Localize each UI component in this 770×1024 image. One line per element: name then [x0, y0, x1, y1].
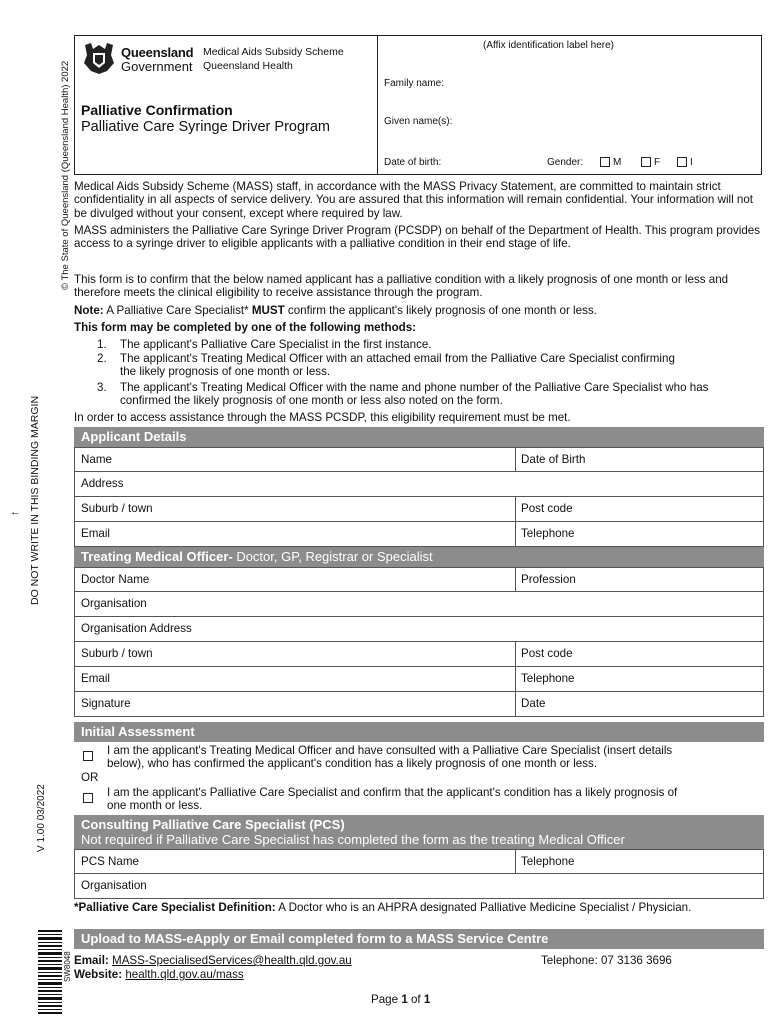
tmo-date-label: Date	[521, 697, 546, 710]
method-number: 1.	[97, 338, 107, 351]
upload-email-label: Email:	[74, 954, 109, 967]
form-code: SW8048	[63, 951, 72, 982]
assessment-opt2-checkbox[interactable]	[83, 793, 93, 803]
tmo-suburb-label: Suburb / town	[81, 647, 153, 660]
purpose-paragraph: This form is to confirm that the below named applicant has a palliative condition with a likely prognosis of one month or less and therefore meets the clinical eligibility to receive assistance through the program.	[74, 273, 729, 300]
applicant-suburb-label: Suburb / town	[81, 502, 153, 515]
note-text-b: confirm the applicant's likely prognosis of one month or less.	[284, 304, 597, 317]
column-divider	[515, 692, 516, 716]
note-must: MUST	[251, 304, 285, 317]
upload-website-line	[74, 968, 764, 981]
upload-website-link[interactable]: health.qld.gov.au/mass	[125, 968, 244, 981]
applicant-telephone-label: Telephone	[521, 527, 575, 540]
pcs-subheading: Not required if Palliative Care Specialist has completed the form as the treating Medical Officer	[81, 832, 625, 847]
assessment-section-heading: Initial Assessment	[74, 722, 764, 742]
applicant-address-label: Address	[81, 477, 124, 490]
pcs-definition	[74, 901, 734, 914]
version-text: V 1.00 03/2022	[36, 784, 47, 852]
applicant-name-row[interactable]	[74, 447, 764, 472]
gender-label: Gender:	[547, 157, 584, 168]
tmo-org-address-label: Organisation Address	[81, 622, 192, 635]
pcs-organisation-label: Organisation	[81, 879, 147, 892]
pcs-telephone-label: Telephone	[521, 855, 575, 868]
pcs-definition-text: A Doctor who is an AHPRA designated Palliative Medicine Specialist / Physician.	[275, 901, 692, 914]
pcs-definition-label: *Palliative Care Specialist Definition:	[74, 901, 276, 914]
tmo-heading-bold: Treating Medical Officer-	[81, 549, 233, 564]
page-total: 1	[423, 993, 431, 1006]
applicant-section-heading: Applicant Details	[74, 427, 764, 447]
tmo-profession-label: Profession	[521, 573, 576, 586]
pcs-name-label: PCS Name	[81, 855, 139, 868]
tmo-email-label: Email	[81, 672, 110, 685]
form-subtitle: Palliative Care Syringe Driver Program	[81, 119, 330, 135]
assessment-opt1-checkbox[interactable]	[83, 751, 93, 761]
gender-f-checkbox[interactable]	[641, 157, 651, 167]
header-left	[75, 36, 378, 174]
tmo-signature-row[interactable]	[74, 692, 764, 717]
column-divider	[515, 568, 516, 591]
assessment-or: OR	[81, 771, 99, 784]
assessment-opt1-text: I am the applicant's Treating Medical Officer and have consulted with a Palliative Care Specialist (insert details below), who has confirmed the applicant's condition has a likely prognosis of one month or less.	[107, 744, 673, 771]
affix-label: (Affix identification label here)	[483, 40, 614, 51]
scheme-name: Medical Aids Subsidy Scheme	[203, 46, 344, 58]
page-of: of	[407, 993, 424, 1006]
binding-margin-text: DO NOT WRITE IN THIS BINDING MARGIN	[29, 395, 41, 605]
gender-i-label: I	[690, 157, 693, 168]
tmo-heading-rest: Doctor, GP, Registrar or Specialist	[232, 549, 433, 564]
column-divider	[515, 497, 516, 521]
gender-m-label: M	[613, 157, 622, 168]
pcs-heading: Consulting Palliative Care Specialist (PCS)	[81, 817, 345, 832]
given-names-label[interactable]: Given name(s):	[384, 116, 453, 127]
qld-crest-icon	[81, 41, 117, 75]
dob-label[interactable]: Date of birth:	[384, 157, 442, 168]
assessment-opt2-text: I am the applicant's Palliative Care Specialist and confirm that the applicant's condition has a likely prognosis of one month or less.	[107, 786, 678, 813]
page-current: 1	[401, 993, 408, 1006]
tmo-postcode-label: Post code	[521, 647, 573, 660]
method-item: The applicant's Treating Medical Officer with the name and phone number of the Palliative Care Specialist who has confirmed the likely prognosis of one month or less also noted on the form.	[120, 381, 709, 408]
tmo-signature-label: Signature	[81, 697, 131, 710]
note-paragraph	[74, 304, 764, 317]
tmo-email-row[interactable]	[74, 667, 764, 692]
column-divider	[515, 850, 516, 873]
page-label: Page	[371, 993, 402, 1006]
applicant-address-row[interactable]	[74, 472, 764, 497]
gender-f-label: F	[654, 157, 661, 168]
copyright-notice: © The State of Queensland (Queensland Health) 2022	[60, 60, 71, 290]
privacy-paragraph: Medical Aids Subsidy Scheme (MASS) staff, in accordance with the MASS Privacy Statement, are committed to maintain strict confidentiality in all aspects of service delivery. You are assured that this information will remain confidential. Your information will not be divulged without your consent, except where required by law.	[74, 180, 754, 220]
gov-name-line2: Government	[121, 59, 193, 74]
upload-section-heading: Upload to MASS-eApply or Email completed form to a MASS Service Centre	[74, 929, 764, 949]
method-number: 2.	[97, 352, 107, 365]
pcs-name-row[interactable]	[74, 849, 764, 874]
tmo-organisation-label: Organisation	[81, 597, 147, 610]
eligibility-text: In order to access assistance through the MASS PCSDP, this eligibility requirement must be met.	[74, 411, 571, 424]
tmo-doctor-row[interactable]	[74, 567, 764, 592]
method-number: 3.	[97, 381, 107, 394]
tmo-telephone-label: Telephone	[521, 672, 575, 685]
tmo-doctor-label: Doctor Name	[81, 573, 150, 586]
column-divider	[515, 448, 516, 471]
applicant-dob-label: Date of Birth	[521, 453, 586, 466]
note-label: Note:	[74, 304, 104, 317]
column-divider	[515, 642, 516, 666]
upload-email-link[interactable]: MASS-SpecialisedServices@health.qld.gov.au	[112, 954, 352, 967]
header-box	[74, 35, 762, 175]
applicant-email-label: Email	[81, 527, 110, 540]
page-number	[371, 993, 430, 1006]
family-name-label[interactable]: Family name:	[384, 78, 445, 89]
note-text-a: A Palliative Care Specialist*	[103, 304, 252, 317]
tmo-organisation-row[interactable]	[74, 592, 764, 617]
method-item: The applicant's Treating Medical Officer with an attached email from the Palliative Care Specialist confirming the likely prognosis of one month or less.	[120, 352, 675, 379]
column-divider	[515, 522, 516, 546]
upload-telephone: Telephone: 07 3136 3696	[541, 954, 672, 967]
pcs-organisation-row[interactable]	[74, 874, 764, 899]
applicant-name-label: Name	[81, 453, 112, 466]
gender-m-checkbox[interactable]	[600, 157, 610, 167]
gov-name-line1: Queensland	[121, 45, 194, 60]
tmo-section-heading	[74, 547, 764, 567]
column-divider	[515, 667, 516, 691]
applicant-postcode-label: Post code	[521, 502, 573, 515]
upload-website-label: Website:	[74, 968, 123, 981]
applicant-suburb-row[interactable]	[74, 497, 764, 522]
tmo-org-address-row[interactable]	[74, 617, 764, 642]
program-paragraph: MASS administers the Palliative Care Syringe Driver Program (PCSDP) on behalf of the Department of Health. This program provides access to a syringe driver to eligible applicants with a palliative condition in their end stage of life.	[74, 224, 761, 251]
barcode-icon	[38, 930, 62, 1014]
dept-name: Queensland Health	[203, 60, 293, 72]
arrow-left-icon: ←	[10, 506, 21, 518]
method-item: The applicant's Palliative Care Specialist in the first instance.	[120, 338, 432, 351]
form-title: Palliative Confirmation	[81, 102, 233, 118]
tmo-suburb-row[interactable]	[74, 642, 764, 667]
methods-heading: This form may be completed by one of the following methods:	[74, 321, 417, 334]
pcs-section-heading	[74, 815, 764, 849]
applicant-email-row[interactable]	[74, 522, 764, 547]
gender-i-checkbox[interactable]	[677, 157, 687, 167]
